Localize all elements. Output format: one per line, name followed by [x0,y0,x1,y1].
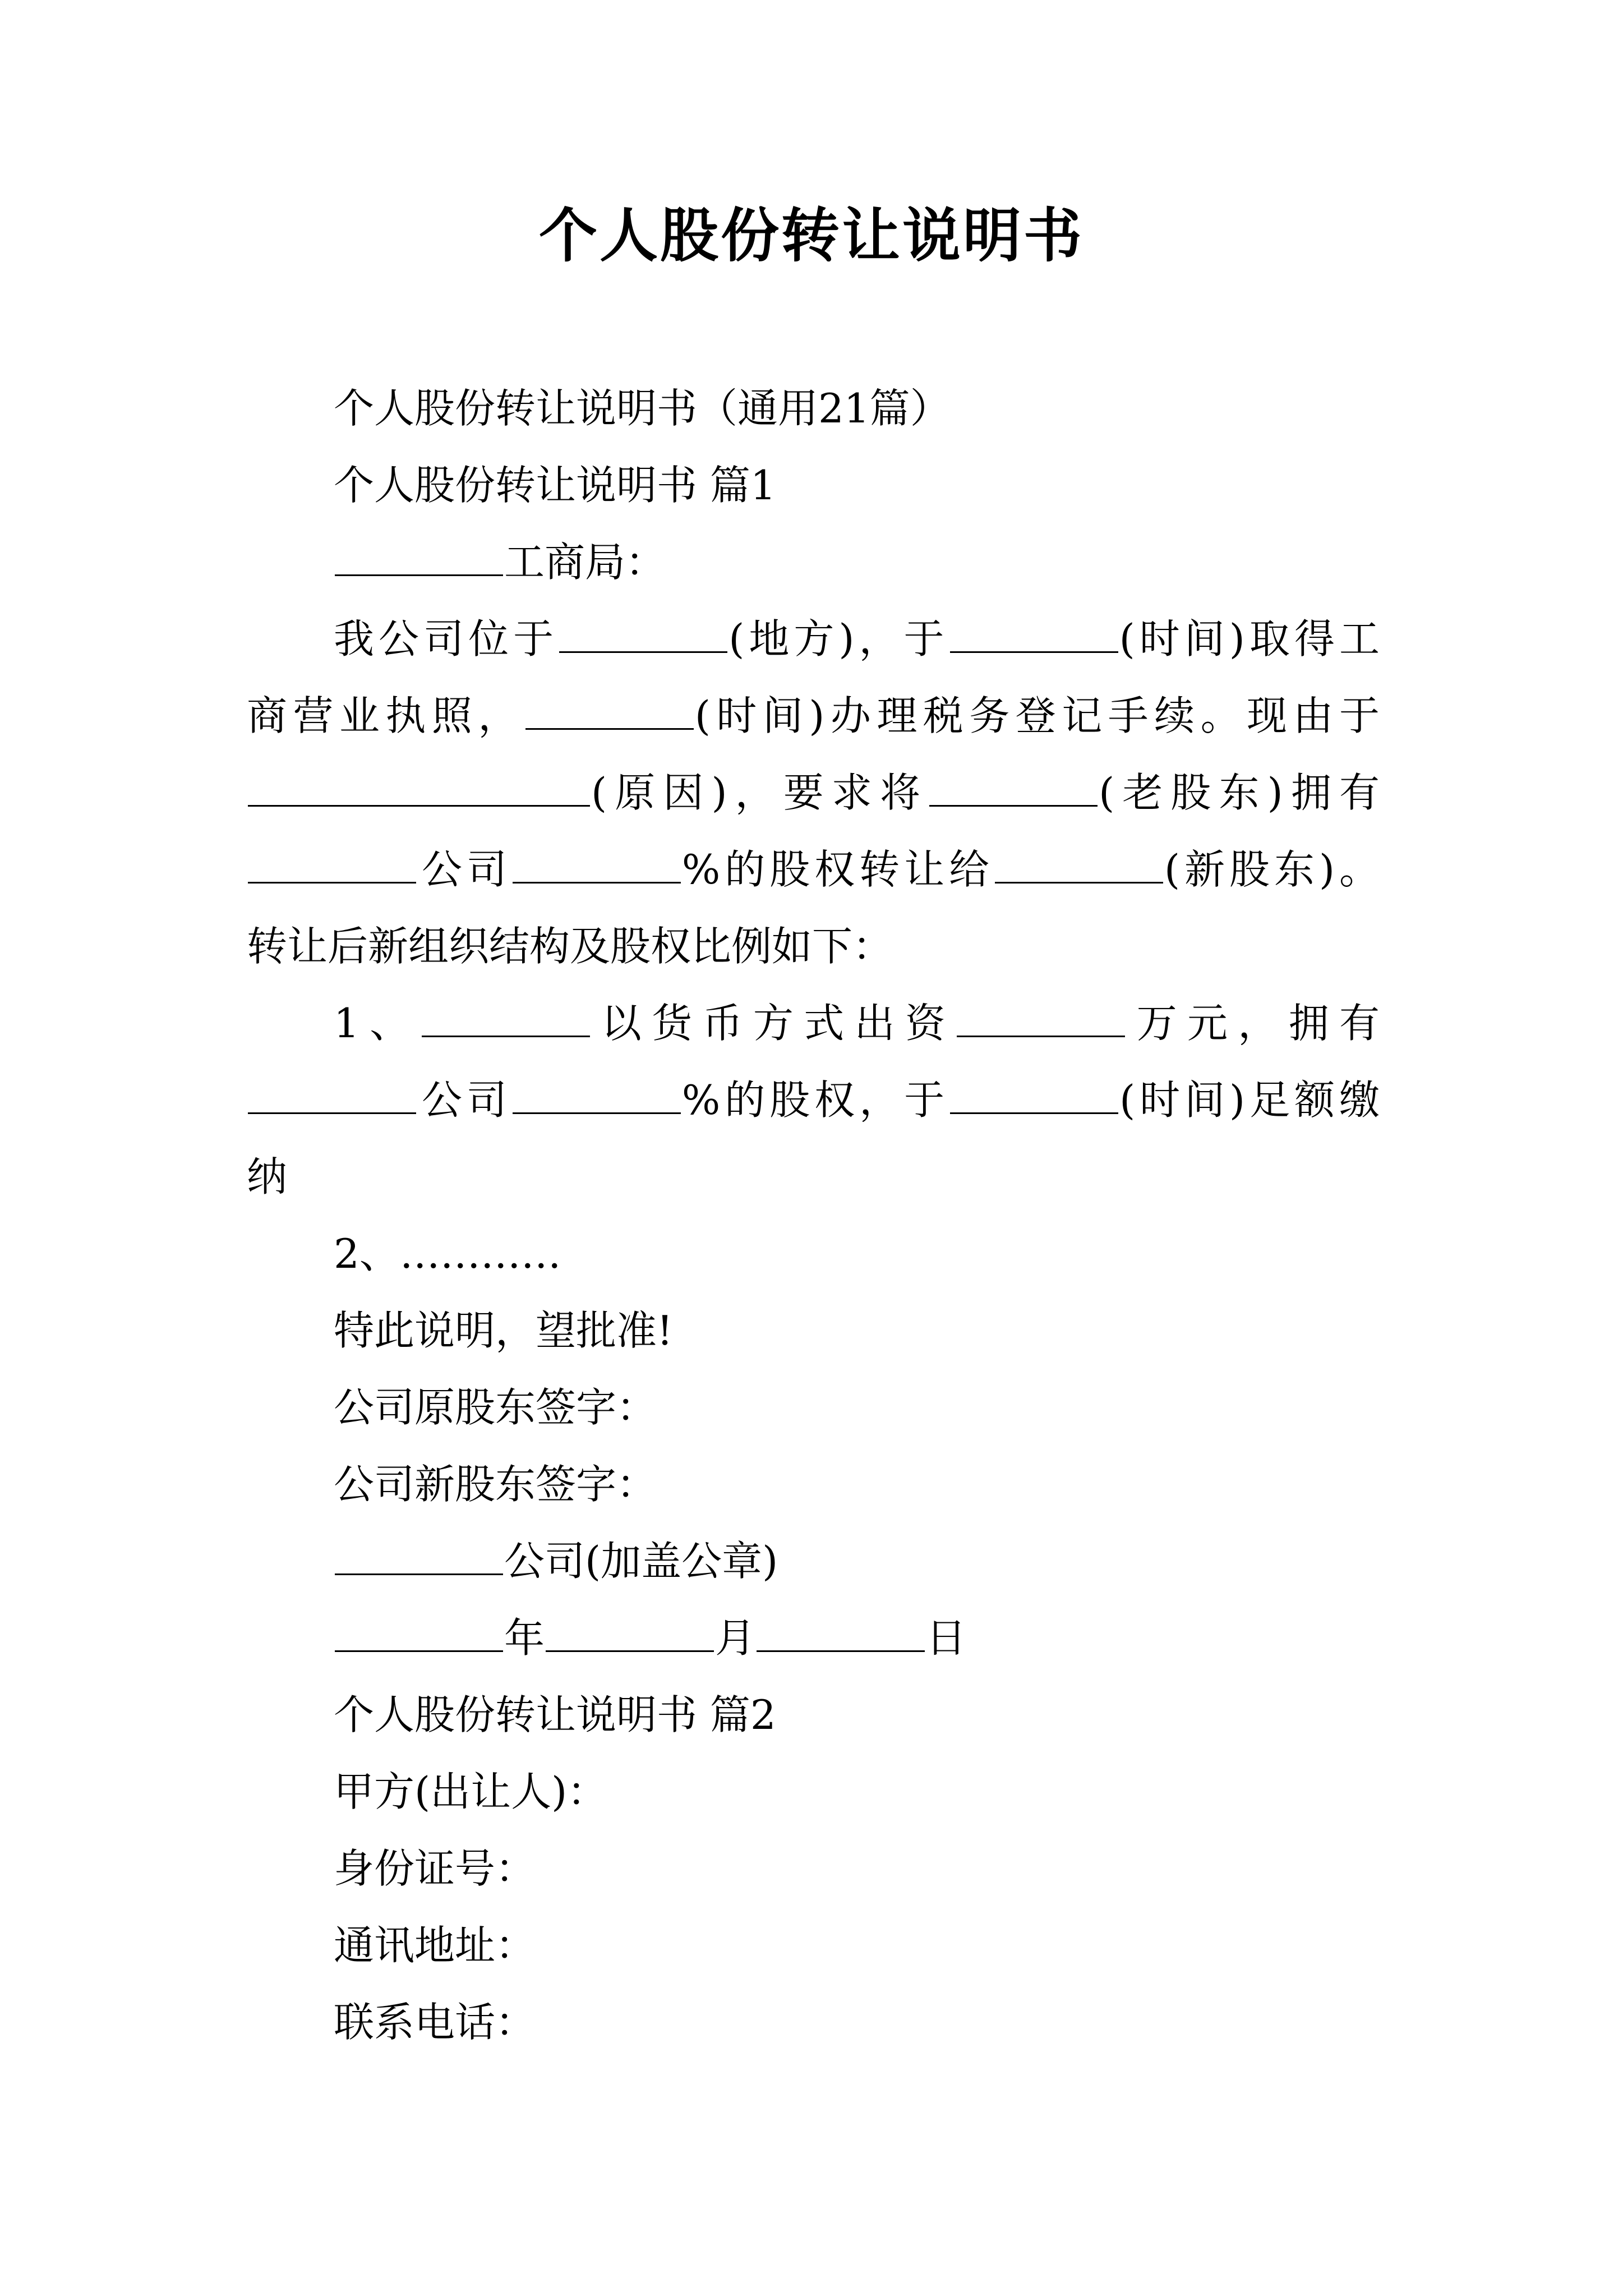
text: (地方)，于 [728,615,949,662]
paragraph1-line4 [247,831,1380,908]
blank-field [248,776,590,807]
text: (时间)足额缴 [1119,1076,1380,1124]
text: 万元，拥有 [1126,1000,1380,1047]
text: 日 [926,1614,967,1662]
address: 通讯地址： [334,1922,536,1969]
document-title: 个人股份转让说明书 [538,201,1084,270]
blank-field [335,1544,503,1575]
closing: 特此说明，望批准! [334,1307,673,1354]
text: 1、 [334,1000,421,1047]
blank-field [559,622,727,653]
text: 我公司位于 [334,615,559,662]
text: 以货币方式出资 [591,1000,956,1047]
text: 年 [504,1614,545,1662]
section2-heading: 个人股份转让说明书 篇2 [334,1691,776,1738]
item1-line1 [247,985,1380,1062]
section1-heading: 个人股份转让说明书 篇1 [334,462,776,509]
item1-line3: 纳 [247,1153,288,1200]
blank-field [957,1006,1125,1037]
text: %的股权转让给 [681,846,994,893]
text: 公司 [417,1076,511,1124]
document-body [247,370,1380,2061]
blank-field [248,853,416,884]
blank-field [546,1621,714,1652]
blank-field [995,853,1163,884]
addressee-line [247,524,1380,601]
paragraph1-line5: 转让后新组织结构及股权比例如下： [247,923,893,970]
blank-field [248,1083,416,1114]
item2: 2、………… [334,1230,561,1277]
text: (时间)取得工 [1119,615,1380,662]
text: 月 [715,1614,756,1662]
text: (原因)，要求将 [591,769,929,816]
date-line [247,1600,1380,1677]
item1-line2 [247,1062,1380,1139]
text: 公司 [417,846,511,893]
blank-field [757,1621,925,1652]
new-shareholder-signature: 公司新股东签字： [334,1461,657,1508]
text: (老股东)拥有 [1099,769,1380,816]
text: 商营业执照， [247,692,524,739]
blank-field [335,1621,503,1652]
addressee-text: 工商局： [504,539,666,586]
party-a: 甲方(出让人)： [334,1768,608,1815]
old-shareholder-signature: 公司原股东签字： [334,1384,657,1431]
blank-field [422,1006,590,1037]
blank-field [950,622,1118,653]
company-seal-line [247,1523,1380,1600]
blank-field [513,853,681,884]
text: (新股东)。 [1164,846,1380,893]
blank-field [513,1083,681,1114]
id-number: 身份证号： [334,1845,536,1892]
paragraph1-line3 [247,754,1380,831]
phone: 联系电话： [334,1999,536,2046]
blank-field [929,776,1098,807]
text: 公司(加盖公章) [504,1538,778,1585]
text: %的股权，于 [681,1076,949,1124]
paragraph1-line1 [247,601,1380,678]
text: (时间)办理税务登记手续。现由于 [694,692,1380,739]
paragraph1-line2 [247,678,1380,754]
subtitle: 个人股份转让说明书（通用21篇） [334,385,951,432]
blank-field [950,1083,1118,1114]
blank-field [525,699,694,730]
blank-field [335,545,503,576]
